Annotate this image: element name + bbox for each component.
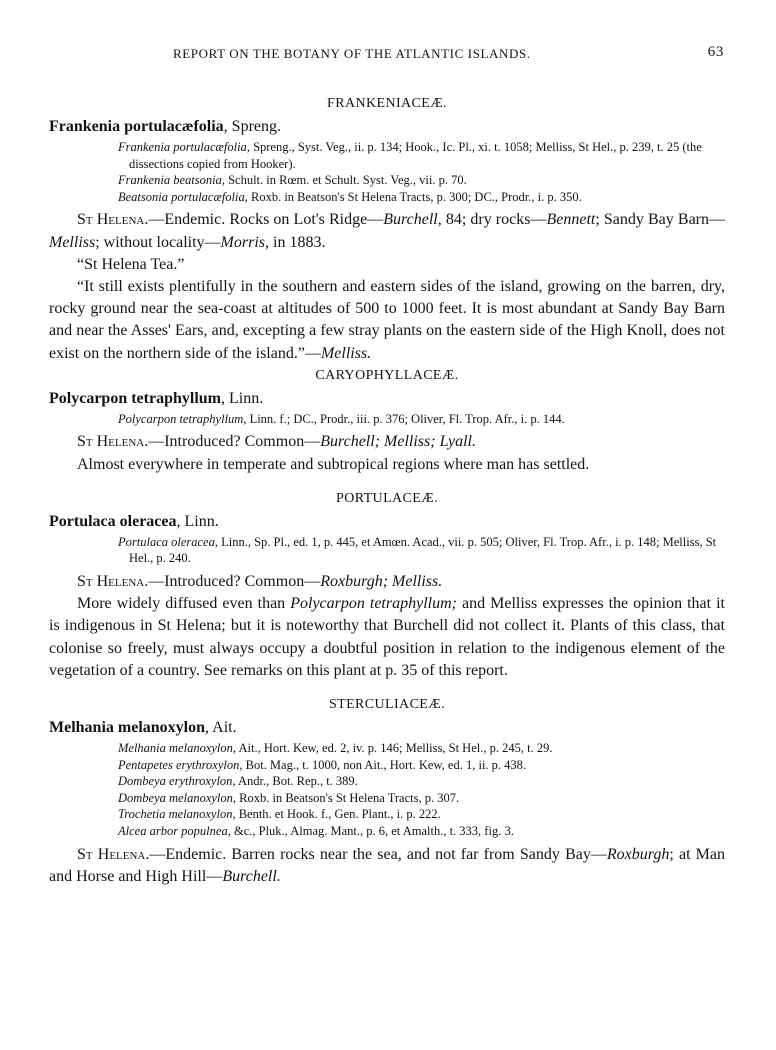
synonym-reference: , &c., Pluk., Almag. Mant., p. 6, et Amalth., t. 333, fig. 3. <box>227 823 514 838</box>
locality: St Helena <box>77 433 145 451</box>
collector: Melliss <box>49 233 96 251</box>
species-authority: , Ait. <box>205 719 237 736</box>
synonym-reference: , Schult. in Rœm. et Schult. Syst. Veg., vii. p. 70. <box>221 173 467 188</box>
synonym-entry <box>49 773 725 790</box>
synonym-entry <box>49 790 725 807</box>
habitat-text: , 84; dry rocks— <box>437 211 547 229</box>
quotation <box>49 276 725 365</box>
synonym-name: Trochetia melanoxylon <box>118 807 233 822</box>
species-name: Portulaca oleracea <box>49 512 177 530</box>
habitat-text: .—Introduced? Common— <box>144 572 321 590</box>
synonym-reference: , Benth. et Hook. f., Gen. Plant., i. p. 222. <box>232 807 441 822</box>
family-heading: STERCULIACEÆ. <box>328 697 446 712</box>
species-authority: , Linn. <box>176 512 219 530</box>
common-name: “St Helena Tea.” <box>77 255 185 273</box>
note-paragraph: Almost everywhere in temperate and subtropical regions where man has settled. <box>77 455 590 473</box>
synonym-entry <box>49 806 725 823</box>
synonym-name: Frankenia beatsonia <box>118 173 222 188</box>
collector: Burchell. <box>222 867 281 885</box>
synonym-reference: , Roxb. in Beatson's St Helena Tracts, p. 307. <box>232 790 460 805</box>
habitat-paragraph <box>49 844 725 888</box>
synonym-reference: , Andr., Bot. Rep., t. 389. <box>232 774 358 789</box>
discussion-text: More widely diffused even than <box>77 595 291 613</box>
species-authority: , Spreng. <box>223 118 281 135</box>
synonym-entry <box>49 823 725 840</box>
family-heading: CARYOPHYLLACEÆ. <box>315 367 459 383</box>
synonym-name: Alcea arbor populnea <box>118 823 228 838</box>
quotation-text: “It still exists plentifully in the southern and eastern sides of the island, growing on the barren, dry, rocky ground near the sea-coast at altitudes of 500 to 1000 feet. It is most abundant at Sandy Bay Barn and near the Asses' Ears, and, excepting a few stray plants on the eastern side of the High Knoll, does not exist on the northern side of the island.”— <box>49 277 725 362</box>
locality: St Helena <box>77 845 146 863</box>
species-heading <box>49 389 725 409</box>
species-heading <box>49 117 725 137</box>
page-body <box>49 95 725 888</box>
synonym-list <box>49 740 725 840</box>
synonym-entry <box>49 172 725 189</box>
habitat-text: .—Endemic. Barren rocks near the sea, and not far from Sandy Bay— <box>145 845 607 863</box>
family-heading: PORTULACEÆ. <box>336 490 438 506</box>
synonym-reference: , Ait., Hort. Kew, ed. 2, iv. p. 146; Melliss, St Hel., p. 245, t. 29. <box>232 741 553 755</box>
species-authority: , Linn. <box>221 389 264 407</box>
discussion-paragraph <box>49 593 725 682</box>
synonym-entry <box>49 757 725 774</box>
collector: Burchell <box>383 211 438 229</box>
habitat-paragraph <box>49 571 725 593</box>
synonym-name: Melhania melanoxylon <box>118 741 233 755</box>
synonym-name: Frankenia portulacæfolia <box>118 140 247 154</box>
running-head <box>0 46 776 66</box>
synonym-list <box>49 534 725 567</box>
running-title: REPORT ON THE BOTANY OF THE ATLANTIC ISLANDS. <box>173 46 531 61</box>
quotation-author: Melliss. <box>320 344 372 362</box>
collector: Roxburgh; Melliss. <box>320 572 443 590</box>
habitat-paragraph <box>49 431 725 453</box>
species-name: Polycarpon tetraphyllum <box>49 389 221 407</box>
synonym-entry <box>49 139 725 172</box>
synonym-reference: , Bot. Mag., t. 1000, non Ait., Hort. Kew, ed. 1, ii. p. 438. <box>239 757 527 772</box>
synonym-list <box>49 411 725 428</box>
species-heading <box>49 718 725 738</box>
synonym-name: Pentapetes erythroxylon <box>118 757 240 772</box>
synonym-entry <box>49 189 725 206</box>
synonym-name: Dombeya erythroxylon <box>118 774 233 789</box>
collector: Bennett <box>546 211 596 229</box>
locality: St Helena <box>77 211 145 229</box>
synonym-reference: , Roxb. in Beatson's St Helena Tracts, p. 300; DC., Prodr., i. p. 350. <box>244 189 582 204</box>
habitat-text: ; Sandy Bay Barn— <box>595 211 725 229</box>
synonym-entry <box>49 740 725 757</box>
locality: St Helena <box>77 572 145 590</box>
collector: Morris <box>220 233 265 251</box>
collector: Burchell; Melliss; Lyall. <box>320 433 476 451</box>
synonym-entry <box>49 411 725 428</box>
species-name: Frankenia portulacæfolia <box>49 118 224 135</box>
habitat-text: .—Introduced? Common— <box>144 433 321 451</box>
species-heading <box>49 512 725 532</box>
page-number: 63 <box>707 44 724 60</box>
habitat-text: ; at Man and Horse and High Hill— <box>49 845 725 885</box>
habitat-text: ; without locality— <box>95 233 221 251</box>
habitat-paragraph <box>49 209 725 253</box>
habitat-text: .—Endemic. Rocks on Lot's Ridge— <box>144 211 384 229</box>
synonym-reference: , Linn. f.; DC., Prodr., iii. p. 376; Oliver, Fl. Trop. Afr., i. p. 144. <box>243 411 565 426</box>
taxon-reference: Polycarpon tetraphyllum; <box>290 595 457 613</box>
species-name: Melhania melanoxylon <box>49 719 206 736</box>
synonym-list <box>49 139 725 205</box>
habitat-text: , in 1883. <box>265 233 326 251</box>
discussion-text: and Melliss expresses the opinion that it is indigenous in St Helena; but it is noteworthy that Burchell did not collect it. Plants of this class, that colonise so freely, must always occupy a doubtful position in relation to the indigenous element of the vegetation of a country. See remarks on this plant at p. 35 of this report. <box>49 595 725 679</box>
collector: Roxburgh <box>606 845 670 863</box>
synonym-name: Dombeya melanoxylon <box>118 790 233 805</box>
synonym-name: Beatsonia portulacæfolia <box>118 189 245 204</box>
synonym-name: Polycarpon tetraphyllum <box>118 411 244 426</box>
synonym-reference: , Linn., Sp. Pl., ed. 1, p. 445, et Amœn. Acad., vii. p. 505; Oliver, Fl. Trop. Afr., i. p. 148; Melliss, St Hel., p. 240. <box>129 534 717 566</box>
synonym-name: Portulaca oleracea <box>118 534 215 549</box>
synonym-entry <box>49 534 725 567</box>
family-heading: FRANKENIACEÆ. <box>327 96 447 111</box>
synonym-reference: , Spreng., Syst. Veg., ii. p. 134; Hook., Ic. Pl., xi. t. 1058; Melliss, St Hel., p. 239, t. 25 (the dissections copied from Hooker). <box>129 140 702 171</box>
